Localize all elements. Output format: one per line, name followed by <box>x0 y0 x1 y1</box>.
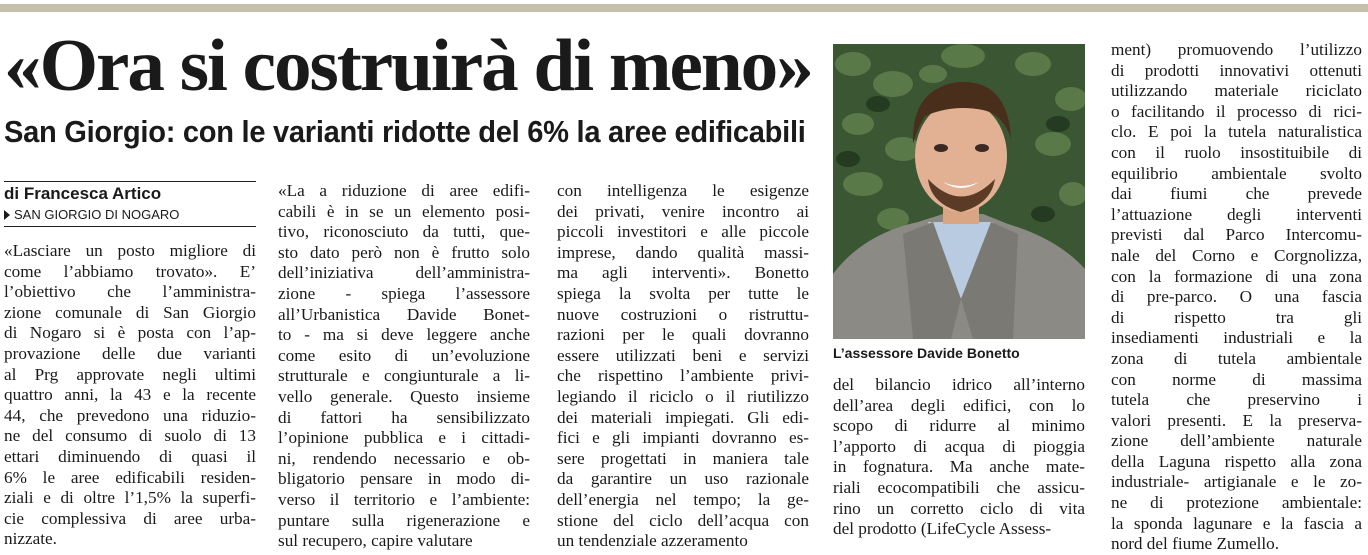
text-line: l’apporto di acqua di pioggia <box>833 436 1085 456</box>
text-line: to - ma si deve leggere anche <box>278 325 530 345</box>
text-line: nord del fiume Zumello. <box>1111 534 1280 554</box>
byline: di Francesca Artico <box>4 184 162 203</box>
text-line: zione - spiega l’assessore <box>278 283 530 303</box>
text-line: scopo di ridurre al minimo <box>833 416 1085 436</box>
article-column-2 <box>278 181 530 552</box>
text-line: un tendenziale azzeramento <box>557 531 748 551</box>
photo-caption: L’assessore Davide Bonetto <box>833 345 1020 361</box>
text-line: del prodotto (LifeCycle Assess- <box>833 519 1052 539</box>
text-line: clo. E poi la tutela naturalistica <box>1111 122 1362 142</box>
top-rule <box>0 4 1368 12</box>
text-line: nizzate. <box>4 529 57 549</box>
text-line: valori presenti. E la preserva- <box>1111 410 1362 430</box>
text-line: ne di protezione ambientale: <box>1111 493 1362 513</box>
text-line: al Prg approvate negli ultimi <box>4 364 256 384</box>
text-line: ziali e di oltre l’1,5% la superfi- <box>4 488 256 508</box>
text-line: cabili è in se un elemento posi- <box>278 201 530 221</box>
text-line: verso il territorio e l’ambiente: <box>278 489 530 509</box>
text-line: fici e gli impianti dovranno es- <box>557 428 809 448</box>
text-line: con norme di massima <box>1111 369 1362 389</box>
text-line: con la formazione di una zona <box>1111 266 1362 286</box>
text-line: insediamenti industriali e la <box>1111 328 1362 348</box>
text-line: quattro anni, la 43 e la recente <box>4 385 256 405</box>
portrait-illustration <box>833 44 1085 339</box>
text-line: o facilitando il processo di rici- <box>1111 101 1362 121</box>
text-line: ettari diminuendo di quasi il <box>4 446 256 466</box>
dateline-rule <box>4 226 256 227</box>
text-line: puntare sulla rigenerazione e <box>278 510 530 530</box>
text-line: della Laguna rispetto alla zona <box>1111 451 1362 471</box>
text-line: provazione delle due varianti <box>4 343 256 363</box>
text-line: dei privati, venire incontro ai <box>557 201 809 221</box>
text-line: riali ecocompatibili che assicu- <box>833 477 1085 497</box>
text-line: di fattori ha sensibilizzato <box>278 407 530 427</box>
text-line: piccoli investitori e alle piccole <box>557 222 809 242</box>
headline: «Ora si costruirà di meno» <box>4 25 812 107</box>
text-line: di prodotti innovativi ottenuti <box>1111 60 1362 80</box>
text-line: nale del Corno e Corgnolizza, <box>1111 245 1362 265</box>
text-line: sto dato però non è frutto solo <box>278 242 530 262</box>
text-line: di pre-parco. O una fascia <box>1111 287 1362 307</box>
text-line: «La a riduzione di aree edifi- <box>278 181 530 200</box>
article-column-5 <box>1111 40 1362 555</box>
text-line: razioni per le quali dovranno <box>557 325 809 345</box>
byline-rule <box>4 181 256 182</box>
article-column-1 <box>4 241 256 550</box>
text-line: ni, rendendo necessario e ob- <box>278 448 530 468</box>
text-line: con il ruolo insostituibile di <box>1111 142 1362 162</box>
text-line: dell’iniziativa dell’amministra- <box>278 263 530 283</box>
text-line: dell’energia nel tempo; la ge- <box>557 489 809 509</box>
text-line: equilibrio ambientale svolto <box>1111 163 1362 183</box>
text-line: come esito di un’evoluzione <box>278 345 530 365</box>
text-line: essere utilizzati beni e servizi <box>557 345 809 365</box>
dateline-text: SAN GIORGIO DI NOGARO <box>14 207 180 222</box>
text-line: 6% le aree edificabili residen- <box>4 467 256 487</box>
text-line: dei materiali impiegati. Gli edi- <box>557 407 809 427</box>
article-column-4 <box>833 375 1085 540</box>
text-line: legiando il riciclo o il riutilizzo <box>557 386 809 406</box>
text-line: sere progettati in maniera tale <box>557 448 809 468</box>
text-line: zona di tutela ambientale <box>1111 348 1362 368</box>
text-line: all’Urbanistica Davide Bonet- <box>278 304 530 324</box>
text-line: la sponda lagunare e la fascia a <box>1111 513 1362 533</box>
text-line: previsti dal Parco Intercomu- <box>1111 225 1362 245</box>
text-line: ma agli interventi». Bonetto <box>557 263 809 283</box>
subheadline: San Giorgio: con le varianti ridotte del 6% la aree edificabili <box>4 114 806 149</box>
text-line: l’opinione pubblica e i cittadi- <box>278 428 530 448</box>
text-line: l’obiettivo che l’amministra- <box>4 282 256 302</box>
text-line: in fognatura. Ma anche mate- <box>833 457 1085 477</box>
text-line: industriale- artigianale e le zo- <box>1111 472 1362 492</box>
text-line: dell’area degli edifici, con lo <box>833 395 1085 415</box>
text-line: zione comunale di San Giorgio <box>4 302 256 322</box>
text-line: rino un corretto ciclo di vita <box>833 498 1085 518</box>
text-line: che rispettino l’ambiente privi- <box>557 366 809 386</box>
text-line: spiega la svolta per tutte le <box>557 283 809 303</box>
text-line: con intelligenza le esigenze <box>557 181 809 200</box>
text-line: tutela che preservino i <box>1111 390 1362 410</box>
text-line: tivo, riconosciuto da tutti, que- <box>278 222 530 242</box>
text-line: 44, che prevedono una riduzio- <box>4 405 256 425</box>
text-line: sul recupero, capire valutare <box>278 531 473 551</box>
text-line: strutturale e congiunturale a li- <box>278 366 530 386</box>
article-column-3 <box>557 181 809 552</box>
text-line: nuove costruzioni o ristruttu- <box>557 304 809 324</box>
text-line: l’attuazione degli interventi <box>1111 204 1362 224</box>
text-line: di Nogaro si è posta con l’ap- <box>4 323 256 343</box>
text-line: ne del consumo di suolo di 13 <box>4 426 256 446</box>
text-line: da garantire un uso razionale <box>557 469 809 489</box>
text-line: «Lasciare un posto migliore di <box>4 241 256 260</box>
text-line: di rispetto tra gli <box>1111 307 1362 327</box>
text-line: ment) promuovendo l’utilizzo <box>1111 40 1362 59</box>
text-line: vello generale. Questo insieme <box>278 386 530 406</box>
text-line: del bilancio idrico all’interno <box>833 375 1085 394</box>
text-line: come l’abbiamo trovato». E’ <box>4 261 256 281</box>
dateline <box>4 206 179 224</box>
text-line: imprese, dando qualità massi- <box>557 242 809 262</box>
text-line: zione dell’ambiente naturale <box>1111 431 1362 451</box>
text-line: dai fiumi che prevede <box>1111 184 1362 204</box>
text-line: cie complessiva di aree urba- <box>4 508 256 528</box>
portrait-photo <box>833 44 1085 339</box>
dateline-bullet-icon <box>4 210 10 220</box>
text-line: utilizzando materiale riciclato <box>1111 81 1362 101</box>
text-line: stione del ciclo dell’acqua con <box>557 510 809 530</box>
text-line: bligatorio pensare in modo di- <box>278 469 530 489</box>
